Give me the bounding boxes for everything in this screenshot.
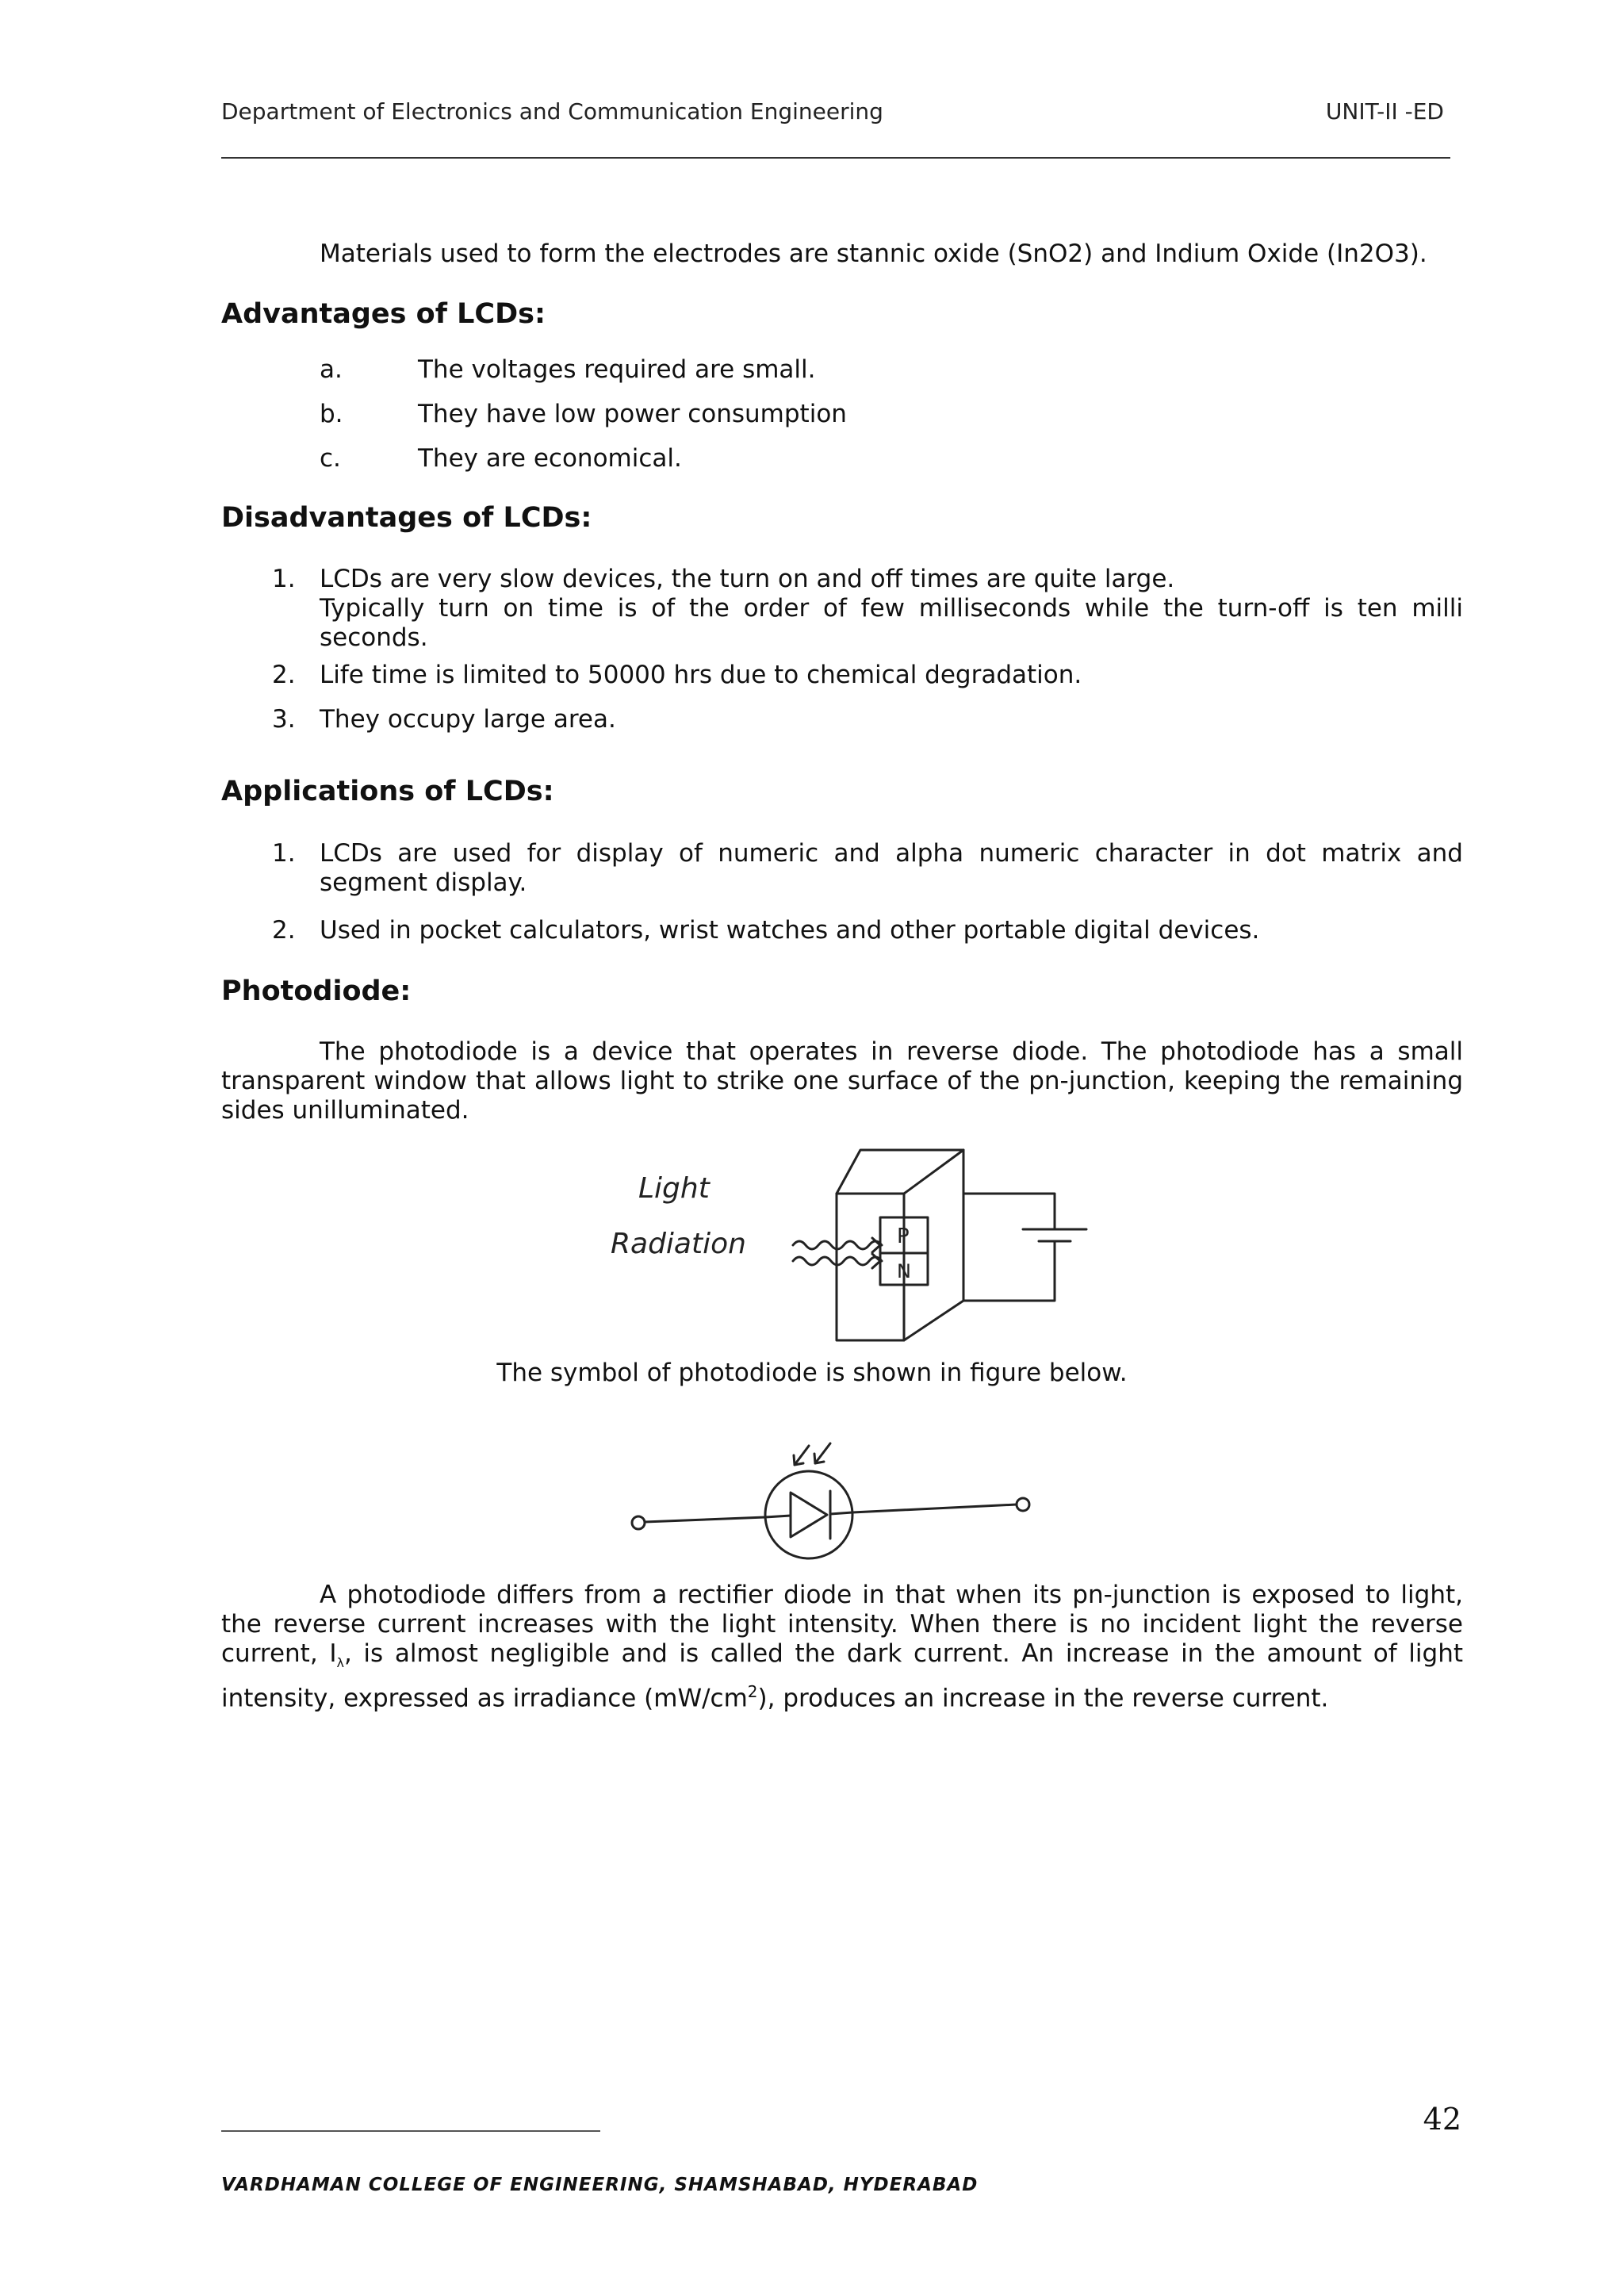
header-unit: UNIT-II -ED bbox=[1325, 98, 1444, 125]
list-item bbox=[0, 565, 1624, 661]
light-label-line2: Radiation bbox=[611, 1228, 746, 1260]
footer-college-name: VARDHAMAN COLLEGE OF ENGINEERING, SHAMSHABAD, HYDERABAD bbox=[221, 2175, 979, 2195]
terminal-left bbox=[632, 1516, 645, 1529]
list-text: They occupy large area. bbox=[320, 705, 616, 734]
p-label: P bbox=[897, 1225, 910, 1248]
list-marker: 1. bbox=[272, 839, 296, 868]
photodiode-paragraph-2 bbox=[221, 1581, 1463, 1714]
wire-bottom bbox=[963, 1241, 1055, 1301]
list-marker: b. bbox=[320, 400, 343, 428]
list-item bbox=[0, 916, 1624, 960]
lead-from-cathode bbox=[830, 1512, 852, 1514]
lead-left bbox=[645, 1517, 765, 1522]
list-text-line2: Typically turn on time is of the order of few milliseconds while the turn-off is ten milli seconds. bbox=[320, 594, 1463, 652]
lead-right bbox=[852, 1504, 1017, 1512]
list-item bbox=[0, 400, 1624, 444]
list-text: They have low power consumption bbox=[418, 400, 847, 428]
intro-paragraph: Materials used to form the electrodes are stannic oxide (SnO2) and Indium Oxide (In2O3). bbox=[320, 240, 1427, 268]
box-front-face bbox=[837, 1194, 904, 1340]
list-marker: a. bbox=[320, 355, 343, 384]
advantages-list bbox=[0, 355, 1624, 489]
list-item bbox=[0, 355, 1624, 400]
photodiode-symbol-figure bbox=[622, 1432, 1035, 1566]
page-number: 42 bbox=[1423, 2102, 1461, 2137]
applications-list bbox=[0, 839, 1624, 960]
list-marker: c. bbox=[320, 444, 341, 473]
header-rule bbox=[221, 157, 1450, 159]
advantages-heading: Advantages of LCDs: bbox=[221, 298, 546, 330]
disadvantages-list bbox=[0, 565, 1624, 749]
list-marker: 2. bbox=[272, 916, 296, 945]
lead-to-anode bbox=[765, 1516, 791, 1517]
header-department: Department of Electronics and Communication Engineering bbox=[221, 98, 883, 125]
diode-circle bbox=[765, 1471, 852, 1558]
light-arrow-1 bbox=[795, 1446, 809, 1465]
list-item bbox=[0, 661, 1624, 705]
disadvantages-heading: Disadvantages of LCDs: bbox=[221, 502, 592, 534]
list-text-line1: LCDs are very slow devices, the turn on and off times are quite large. bbox=[320, 565, 1175, 593]
paragraph-text: ), produces an increase in the reverse current. bbox=[757, 1684, 1329, 1713]
list-marker: 1. bbox=[272, 565, 296, 593]
paragraph-text: A photodiode differs from a rectifier diode in that when its pn-junction is exposed to light, the reverse current increases with the light intensity. When there is no incident light the reverse current, I bbox=[221, 1581, 1463, 1668]
list-marker: 3. bbox=[272, 705, 296, 734]
footer-rule bbox=[221, 2130, 600, 2132]
list-item bbox=[0, 705, 1624, 749]
list-item bbox=[0, 444, 1624, 489]
list-text: LCDs are used for display of numeric and alpha numeric character in dot matrix and segment display. bbox=[320, 839, 1463, 897]
list-text: Life time is limited to 50000 hrs due to chemical degradation. bbox=[320, 661, 1082, 689]
squared-superscript: 2 bbox=[747, 1682, 758, 1702]
box-top-edge bbox=[904, 1150, 963, 1194]
applications-heading: Applications of LCDs: bbox=[221, 776, 554, 807]
figure-caption: The symbol of photodiode is shown in figure below. bbox=[496, 1359, 1128, 1387]
photodiode-heading: Photodiode: bbox=[221, 976, 412, 1007]
diode-triangle bbox=[791, 1493, 827, 1537]
light-arrow-2 bbox=[815, 1443, 830, 1463]
n-label: N bbox=[897, 1260, 911, 1282]
list-text: They are economical. bbox=[418, 444, 682, 473]
lambda-subscript: λ bbox=[336, 1655, 344, 1671]
paragraph-text: , is almost negligible and is called the dark current. An increase in the amount of light intensity, expressed as irradiance (mW/cm bbox=[221, 1639, 1463, 1713]
terminal-right bbox=[1017, 1498, 1029, 1511]
photodiode-paragraph: The photodiode is a device that operates in reverse diode. The photodiode has a small transparent window that allows light to strike one surface of the pn-junction, keeping the remaining sides unilluminated. bbox=[221, 1037, 1463, 1125]
light-label-line1: Light bbox=[638, 1172, 710, 1205]
list-item bbox=[0, 839, 1624, 916]
list-text bbox=[320, 565, 1463, 653]
list-marker: 2. bbox=[272, 661, 296, 689]
photodiode-construction-figure bbox=[603, 1138, 1110, 1344]
list-text: Used in pocket calculators, wrist watches and other portable digital devices. bbox=[320, 916, 1260, 945]
wire-top bbox=[963, 1194, 1055, 1229]
list-text: The voltages required are small. bbox=[418, 355, 816, 384]
